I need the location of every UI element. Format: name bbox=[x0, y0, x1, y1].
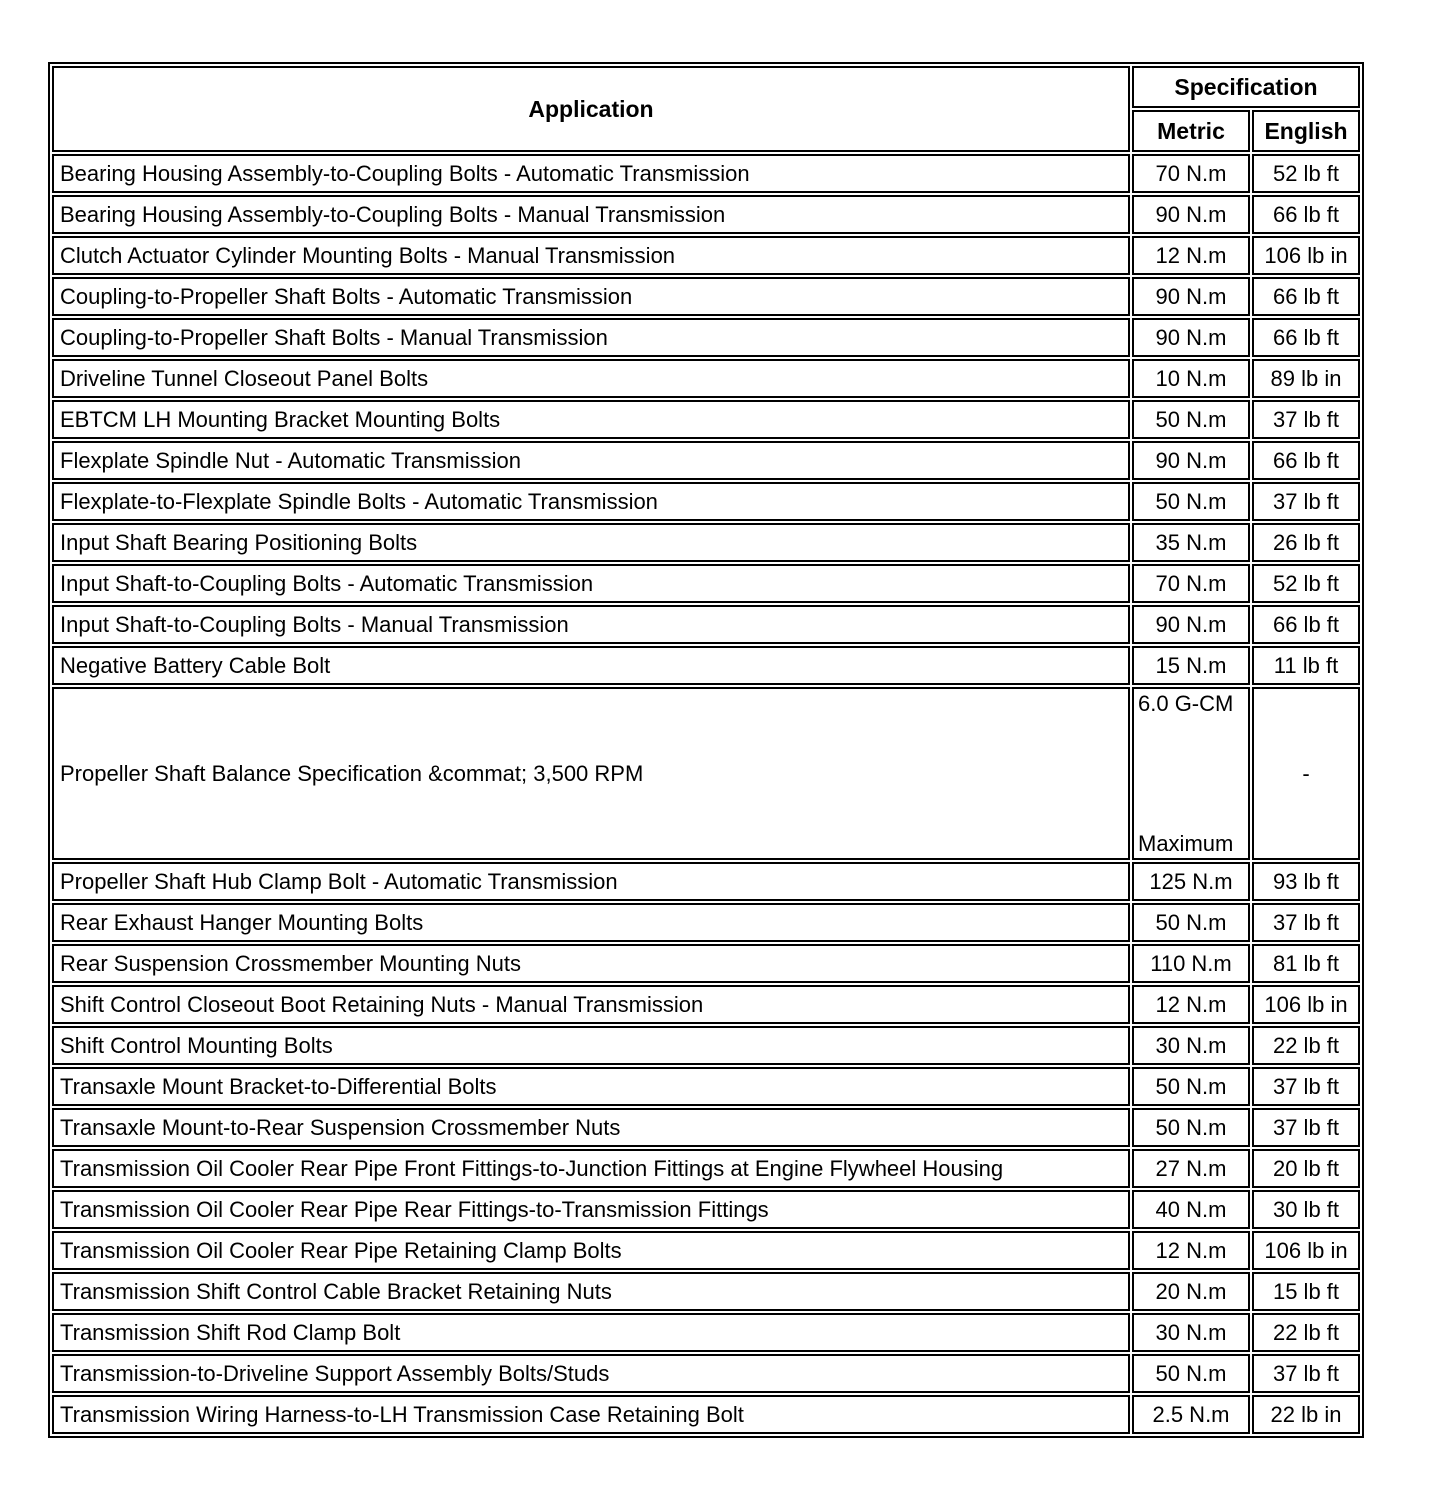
table-row bbox=[52, 154, 1360, 193]
english-value-cell: 30 lb ft bbox=[1252, 1190, 1360, 1229]
specification-column-header: Specification bbox=[1132, 66, 1360, 108]
application-cell: Bearing Housing Assembly-to-Coupling Bolts - Manual Transmission bbox=[52, 195, 1130, 234]
metric-value-cell: 50 N.m bbox=[1132, 1354, 1250, 1393]
application-cell: Driveline Tunnel Closeout Panel Bolts bbox=[52, 359, 1130, 398]
metric-value-cell: 12 N.m bbox=[1132, 1231, 1250, 1270]
application-cell: Transmission-to-Driveline Support Assembly Bolts/Studs bbox=[52, 1354, 1130, 1393]
table-row bbox=[52, 903, 1360, 942]
table-row bbox=[52, 441, 1360, 480]
application-cell: Transaxle Mount-to-Rear Suspension Crossmember Nuts bbox=[52, 1108, 1130, 1147]
application-cell: Input Shaft Bearing Positioning Bolts bbox=[52, 523, 1130, 562]
metric-value-cell: 2.5 N.m bbox=[1132, 1395, 1250, 1434]
table-row bbox=[52, 605, 1360, 644]
application-cell: Input Shaft-to-Coupling Bolts - Automatic Transmission bbox=[52, 564, 1130, 603]
application-cell: Negative Battery Cable Bolt bbox=[52, 646, 1130, 685]
application-cell: Propeller Shaft Balance Specification &commat; 3,500 RPM bbox=[52, 687, 1130, 860]
english-value-cell: 20 lb ft bbox=[1252, 1149, 1360, 1188]
metric-value-cell: 30 N.m bbox=[1132, 1313, 1250, 1352]
metric-value-cell: 12 N.m bbox=[1132, 236, 1250, 275]
metric-value-cell: 12 N.m bbox=[1132, 985, 1250, 1024]
application-cell: Shift Control Mounting Bolts bbox=[52, 1026, 1130, 1065]
table-row bbox=[52, 1231, 1360, 1270]
metric-value-cell: 50 N.m bbox=[1132, 1067, 1250, 1106]
metric-value-cell: 70 N.m bbox=[1132, 154, 1250, 193]
table-row bbox=[52, 1108, 1360, 1147]
metric-value-cell: 90 N.m bbox=[1132, 318, 1250, 357]
table-header bbox=[52, 66, 1360, 152]
table-row bbox=[52, 1190, 1360, 1229]
metric-value-stack bbox=[1135, 689, 1247, 858]
metric-value-cell: 50 N.m bbox=[1132, 1108, 1250, 1147]
english-value-cell: 106 lb in bbox=[1252, 985, 1360, 1024]
english-value-cell: 66 lb ft bbox=[1252, 441, 1360, 480]
english-value-cell: 37 lb ft bbox=[1252, 400, 1360, 439]
metric-value-cell: 90 N.m bbox=[1132, 441, 1250, 480]
metric-value-cell: 50 N.m bbox=[1132, 482, 1250, 521]
english-value-cell: 11 lb ft bbox=[1252, 646, 1360, 685]
english-value-cell: 37 lb ft bbox=[1252, 1108, 1360, 1147]
table-row bbox=[52, 944, 1360, 983]
english-value-cell: 37 lb ft bbox=[1252, 903, 1360, 942]
english-value-cell: 37 lb ft bbox=[1252, 482, 1360, 521]
table-row bbox=[52, 687, 1360, 860]
application-cell: Transmission Oil Cooler Rear Pipe Rear Fittings-to-Transmission Fittings bbox=[52, 1190, 1130, 1229]
metric-value-cell: 20 N.m bbox=[1132, 1272, 1250, 1311]
table-row bbox=[52, 195, 1360, 234]
table-row bbox=[52, 1067, 1360, 1106]
english-value-cell: 89 lb in bbox=[1252, 359, 1360, 398]
english-value-cell: 66 lb ft bbox=[1252, 277, 1360, 316]
english-value-cell: 22 lb ft bbox=[1252, 1026, 1360, 1065]
english-column-header: English bbox=[1252, 110, 1360, 152]
metric-value-cell: 40 N.m bbox=[1132, 1190, 1250, 1229]
application-cell: Input Shaft-to-Coupling Bolts - Manual Transmission bbox=[52, 605, 1130, 644]
application-cell: Coupling-to-Propeller Shaft Bolts - Automatic Transmission bbox=[52, 277, 1130, 316]
english-value-cell: 52 lb ft bbox=[1252, 154, 1360, 193]
metric-value-cell: 35 N.m bbox=[1132, 523, 1250, 562]
english-value-cell: 81 lb ft bbox=[1252, 944, 1360, 983]
table-row bbox=[52, 1354, 1360, 1393]
table-body bbox=[52, 154, 1360, 1434]
metric-value-cell bbox=[1132, 687, 1250, 860]
metric-value-cell: 50 N.m bbox=[1132, 903, 1250, 942]
application-cell: Rear Exhaust Hanger Mounting Bolts bbox=[52, 903, 1130, 942]
table-row bbox=[52, 862, 1360, 901]
metric-value-top: 6.0 G-CM bbox=[1138, 691, 1234, 716]
metric-value-cell: 125 N.m bbox=[1132, 862, 1250, 901]
table-row bbox=[52, 277, 1360, 316]
metric-value-cell: 15 N.m bbox=[1132, 646, 1250, 685]
torque-specification-table bbox=[48, 62, 1364, 1438]
table-row bbox=[52, 1395, 1360, 1434]
application-cell: Rear Suspension Crossmember Mounting Nuts bbox=[52, 944, 1130, 983]
english-value-cell: 66 lb ft bbox=[1252, 195, 1360, 234]
english-value-cell: 22 lb in bbox=[1252, 1395, 1360, 1434]
application-cell: Bearing Housing Assembly-to-Coupling Bolts - Automatic Transmission bbox=[52, 154, 1130, 193]
table-row bbox=[52, 1149, 1360, 1188]
table-row bbox=[52, 564, 1360, 603]
table-row bbox=[52, 359, 1360, 398]
application-cell: Transmission Shift Rod Clamp Bolt bbox=[52, 1313, 1130, 1352]
english-value-cell: 66 lb ft bbox=[1252, 605, 1360, 644]
metric-value-cell: 70 N.m bbox=[1132, 564, 1250, 603]
metric-value-cell: 50 N.m bbox=[1132, 400, 1250, 439]
metric-value-cell: 90 N.m bbox=[1132, 195, 1250, 234]
metric-value-cell: 90 N.m bbox=[1132, 605, 1250, 644]
metric-value-cell: 110 N.m bbox=[1132, 944, 1250, 983]
english-value-cell: 15 lb ft bbox=[1252, 1272, 1360, 1311]
application-cell: Transmission Oil Cooler Rear Pipe Front Fittings-to-Junction Fittings at Engine Flywheel Housing bbox=[52, 1149, 1130, 1188]
table-row bbox=[52, 400, 1360, 439]
application-cell: Flexplate-to-Flexplate Spindle Bolts - Automatic Transmission bbox=[52, 482, 1130, 521]
english-value-cell: 66 lb ft bbox=[1252, 318, 1360, 357]
application-cell: EBTCM LH Mounting Bracket Mounting Bolts bbox=[52, 400, 1130, 439]
english-value-cell: 106 lb in bbox=[1252, 1231, 1360, 1270]
application-cell: Coupling-to-Propeller Shaft Bolts - Manual Transmission bbox=[52, 318, 1130, 357]
table-row bbox=[52, 523, 1360, 562]
metric-value-cell: 27 N.m bbox=[1132, 1149, 1250, 1188]
application-cell: Flexplate Spindle Nut - Automatic Transmission bbox=[52, 441, 1130, 480]
metric-column-header: Metric bbox=[1132, 110, 1250, 152]
metric-value-bottom: Maximum bbox=[1138, 830, 1234, 856]
table-row bbox=[52, 1272, 1360, 1311]
table-row bbox=[52, 646, 1360, 685]
metric-value-cell: 30 N.m bbox=[1132, 1026, 1250, 1065]
application-cell: Transmission Oil Cooler Rear Pipe Retaining Clamp Bolts bbox=[52, 1231, 1130, 1270]
english-value-cell: 37 lb ft bbox=[1252, 1067, 1360, 1106]
table-row bbox=[52, 985, 1360, 1024]
application-column-header: Application bbox=[52, 66, 1130, 152]
english-value-cell: - bbox=[1252, 687, 1360, 860]
metric-value-cell: 90 N.m bbox=[1132, 277, 1250, 316]
english-value-cell: 26 lb ft bbox=[1252, 523, 1360, 562]
english-value-cell: 22 lb ft bbox=[1252, 1313, 1360, 1352]
english-value-cell: 37 lb ft bbox=[1252, 1354, 1360, 1393]
metric-value-cell: 10 N.m bbox=[1132, 359, 1250, 398]
table-row bbox=[52, 482, 1360, 521]
table-row bbox=[52, 1026, 1360, 1065]
english-value-cell: 52 lb ft bbox=[1252, 564, 1360, 603]
header-row-1 bbox=[52, 66, 1360, 108]
table-row bbox=[52, 318, 1360, 357]
application-cell: Clutch Actuator Cylinder Mounting Bolts - Manual Transmission bbox=[52, 236, 1130, 275]
table-row bbox=[52, 1313, 1360, 1352]
english-value-cell: 93 lb ft bbox=[1252, 862, 1360, 901]
application-cell: Transaxle Mount Bracket-to-Differential Bolts bbox=[52, 1067, 1130, 1106]
english-value-cell: 106 lb in bbox=[1252, 236, 1360, 275]
application-cell: Shift Control Closeout Boot Retaining Nuts - Manual Transmission bbox=[52, 985, 1130, 1024]
application-cell: Transmission Wiring Harness-to-LH Transmission Case Retaining Bolt bbox=[52, 1395, 1130, 1434]
application-cell: Transmission Shift Control Cable Bracket Retaining Nuts bbox=[52, 1272, 1130, 1311]
application-cell: Propeller Shaft Hub Clamp Bolt - Automatic Transmission bbox=[52, 862, 1130, 901]
table-row bbox=[52, 236, 1360, 275]
